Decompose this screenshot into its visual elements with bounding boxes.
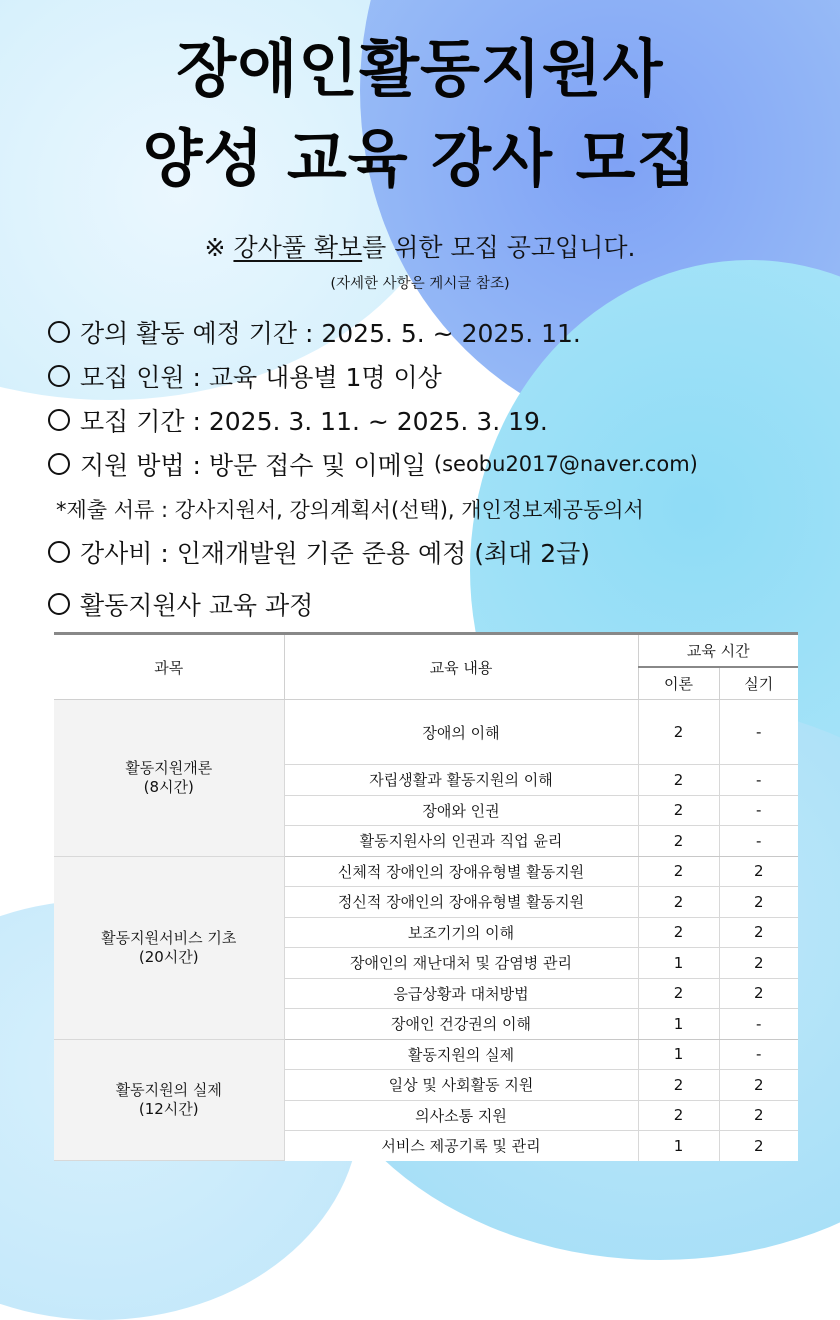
item-course <box>48 586 313 622</box>
subject-cell <box>54 856 284 1039</box>
subject-cell <box>54 1039 284 1161</box>
circle-bullet-icon <box>48 453 70 475</box>
item-recruit-count <box>48 358 442 394</box>
theory-cell: 2 <box>638 765 719 796</box>
content-cell: 활동지원의 실제 <box>284 1039 638 1070</box>
content-cell: 의사소통 지원 <box>284 1100 638 1131</box>
practice-cell: 2 <box>719 917 798 948</box>
theory-cell: 1 <box>638 948 719 979</box>
item-recruit-count-text: 모집 인원 : 교육 내용별 1명 이상 <box>80 363 442 392</box>
content-cell: 서비스 제공기록 및 관리 <box>284 1131 638 1161</box>
subject-cell <box>54 700 284 857</box>
subject-name: 활동지원개론 <box>125 759 213 777</box>
subject-hours: (12시간) <box>138 1099 199 1118</box>
subject-name: 활동지원서비스 기초 <box>101 928 237 947</box>
practice-cell: - <box>719 1009 798 1040</box>
header-hours: 교육 시간 <box>638 634 798 668</box>
table-row <box>54 700 798 765</box>
header-subject: 과목 <box>54 634 284 700</box>
item-fee <box>48 534 590 570</box>
item-fee-text: 강사비 : 인재개발원 기준 준용 예정 (최대 2급) <box>80 539 591 568</box>
contact-email: (seobu2017@naver.com) <box>433 452 698 476</box>
poster-title-line2: 양성 교육 강사 모집 <box>142 122 698 195</box>
content-cell: 응급상황과 대처방법 <box>284 978 638 1009</box>
subject-name: 활동지원의 실제 <box>115 1081 222 1099</box>
practice-cell: 2 <box>719 1131 798 1161</box>
theory-cell: 2 <box>638 1070 719 1101</box>
practice-cell: 2 <box>719 948 798 979</box>
content-cell: 장애인의 재난대처 및 감염병 관리 <box>284 948 638 979</box>
circle-bullet-icon <box>48 593 70 615</box>
content-cell: 장애와 인권 <box>284 795 638 826</box>
table-row <box>54 856 798 887</box>
practice-cell: 2 <box>719 887 798 918</box>
theory-cell: 1 <box>638 1039 719 1070</box>
circle-bullet-icon <box>48 541 70 563</box>
notice-prefix: ※ <box>204 233 234 262</box>
practice-cell: - <box>719 795 798 826</box>
header-theory: 이론 <box>638 667 719 699</box>
practice-cell: 2 <box>719 1100 798 1131</box>
theory-cell: 2 <box>638 826 719 857</box>
theory-cell: 2 <box>638 1100 719 1131</box>
theory-cell: 1 <box>638 1009 719 1040</box>
practice-cell: 2 <box>719 856 798 887</box>
table-row <box>54 1039 798 1070</box>
item-course-text: 활동지원사 교육 과정 <box>80 591 314 620</box>
circle-bullet-icon <box>48 365 70 387</box>
content-cell: 신체적 장애인의 장애유형별 활동지원 <box>284 856 638 887</box>
notice-line <box>0 228 840 264</box>
content-cell: 활동지원사의 인권과 직업 윤리 <box>284 826 638 857</box>
content-cell: 장애의 이해 <box>284 700 638 765</box>
header-practice: 실기 <box>719 667 798 699</box>
circle-bullet-icon <box>48 409 70 431</box>
item-period <box>48 314 581 350</box>
item-method-text: 지원 방법 : 방문 접수 및 이메일 <box>80 451 426 480</box>
header-content: 교육 내용 <box>284 634 638 700</box>
theory-cell: 2 <box>638 887 719 918</box>
practice-cell: 2 <box>719 978 798 1009</box>
subject-hours: (20시간) <box>138 947 199 966</box>
item-recruit-period-text: 모집 기간 : 2025. 3. 11. ~ 2025. 3. 19. <box>80 407 548 436</box>
practice-cell: - <box>719 1039 798 1070</box>
subject-hours: (8시간) <box>143 777 194 796</box>
item-period-text: 강의 활동 예정 기간 : 2025. 5. ~ 2025. 11. <box>80 319 581 348</box>
practice-cell: - <box>719 700 798 765</box>
course-table <box>54 632 798 1161</box>
theory-cell: 1 <box>638 1131 719 1161</box>
theory-cell: 2 <box>638 856 719 887</box>
practice-cell: - <box>719 826 798 857</box>
course-table-wrapper <box>54 632 798 1161</box>
circle-bullet-icon <box>48 321 70 343</box>
theory-cell: 2 <box>638 978 719 1009</box>
notice-underlined: 강사풀 확보 <box>233 233 363 262</box>
item-recruit-period <box>48 402 548 438</box>
theory-cell: 2 <box>638 917 719 948</box>
poster-title-line1: 장애인활동지원사 <box>176 32 664 105</box>
practice-cell: - <box>719 765 798 796</box>
theory-cell: 2 <box>638 700 719 765</box>
notice-suffix: 를 위한 모집 공고입니다. <box>362 233 636 262</box>
documents-note: *제출 서류 : 강사지원서, 강의계획서(선택), 개인정보제공동의서 <box>56 498 644 522</box>
content-cell: 자립생활과 활동지원의 이해 <box>284 765 638 796</box>
content-cell: 정신적 장애인의 장애유형별 활동지원 <box>284 887 638 918</box>
content-cell: 일상 및 사회활동 지원 <box>284 1070 638 1101</box>
theory-cell: 2 <box>638 795 719 826</box>
notice-subnote: (자세한 사항은 게시글 참조) <box>330 276 510 292</box>
practice-cell: 2 <box>719 1070 798 1101</box>
content-cell: 장애인 건강권의 이해 <box>284 1009 638 1040</box>
item-method <box>48 446 698 482</box>
content-cell: 보조기기의 이해 <box>284 917 638 948</box>
